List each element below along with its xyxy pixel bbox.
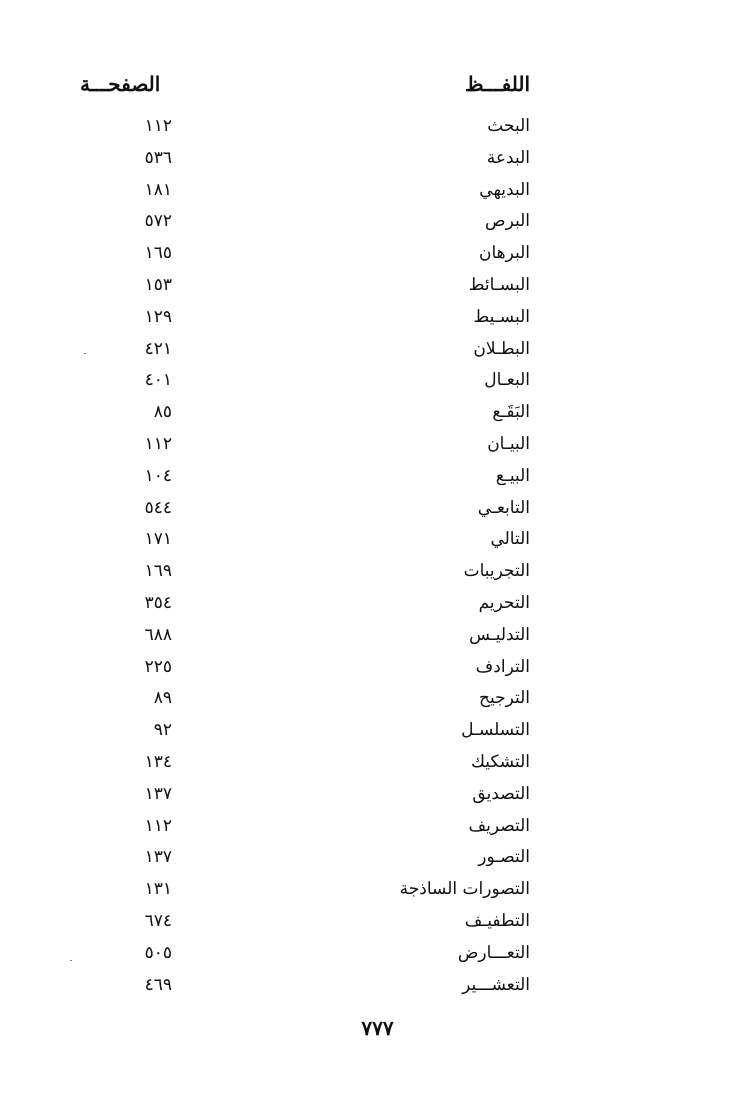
index-entry bbox=[80, 939, 540, 971]
index-entry bbox=[80, 684, 540, 716]
entry-word: البعـال bbox=[484, 370, 530, 391]
index-entry bbox=[80, 843, 540, 875]
entry-page-number: ١٨١ bbox=[144, 179, 172, 200]
index-entry bbox=[80, 303, 540, 335]
index-entry bbox=[80, 653, 540, 685]
entry-word: التعشـــير bbox=[462, 974, 530, 995]
entry-page-number: ٥٠٥ bbox=[144, 942, 172, 963]
entry-word: التابعـي bbox=[477, 497, 530, 518]
index-entry bbox=[80, 621, 540, 653]
entry-page-number: ١٢٩ bbox=[144, 306, 172, 327]
index-entry bbox=[80, 780, 540, 812]
page-column-heading: الصفحـــة bbox=[80, 72, 161, 96]
index-entry bbox=[80, 430, 540, 462]
entry-page-number: ١١٢ bbox=[144, 815, 172, 836]
entry-word: البسـائط bbox=[468, 274, 530, 295]
entry-word: البيـان bbox=[487, 433, 530, 454]
index-entries bbox=[80, 112, 540, 1002]
entry-page-number: ٤٦٩ bbox=[144, 974, 172, 995]
entry-page-number: ٨٥ bbox=[153, 402, 172, 423]
index-entry bbox=[80, 748, 540, 780]
entry-word: البسـيط bbox=[473, 306, 530, 327]
entry-page-number: ١٣٧ bbox=[144, 847, 172, 868]
page-number: ٧٧٧ bbox=[361, 1016, 394, 1040]
index-entry bbox=[80, 462, 540, 494]
entry-page-number: ٩٢ bbox=[153, 720, 172, 741]
entry-word: التطفيـف bbox=[464, 910, 530, 931]
entry-page-number: ١٠٤ bbox=[144, 465, 172, 486]
index-header bbox=[80, 72, 540, 104]
index-entry bbox=[80, 716, 540, 748]
index-entry bbox=[80, 239, 540, 271]
entry-page-number: ٨٩ bbox=[153, 688, 172, 709]
entry-word: التصورات الساذجة bbox=[399, 879, 530, 900]
index-entry bbox=[80, 366, 540, 398]
index-entry bbox=[80, 557, 540, 589]
entry-page-number: ١٦٥ bbox=[144, 243, 172, 264]
index-entry bbox=[80, 271, 540, 303]
entry-word: التصريف bbox=[468, 815, 530, 836]
entry-word: التشكيك bbox=[470, 751, 530, 772]
entry-page-number: ٥٧٢ bbox=[144, 211, 172, 232]
entry-page-number: ١٧١ bbox=[144, 529, 172, 550]
entry-page-number: ١٦٩ bbox=[144, 561, 172, 582]
entry-word: البطـلان bbox=[473, 338, 530, 359]
entry-word: البَقَـع bbox=[492, 402, 530, 423]
entry-page-number: ٥٤٤ bbox=[144, 497, 172, 518]
entry-word: البيـع bbox=[495, 465, 530, 486]
entry-word: البحث bbox=[487, 116, 530, 136]
index-entry bbox=[80, 971, 540, 1003]
index-entry bbox=[80, 589, 540, 621]
entry-word: التصـور bbox=[478, 847, 530, 868]
entry-page-number: ١١٢ bbox=[144, 116, 172, 136]
entry-word: التسلسـل bbox=[461, 720, 530, 741]
scan-speck bbox=[84, 353, 86, 354]
entry-word: الترادف bbox=[475, 656, 530, 677]
entry-word: البرهان bbox=[478, 243, 530, 264]
index-entry bbox=[80, 335, 540, 367]
scan-speck bbox=[70, 960, 72, 961]
index-entry bbox=[80, 494, 540, 526]
entry-page-number: ٤٠١ bbox=[144, 370, 172, 391]
index-entry bbox=[80, 207, 540, 239]
entry-word: التجريبات bbox=[463, 561, 530, 582]
entry-page-number: ١٥٣ bbox=[144, 274, 172, 295]
entry-page-number: ١٣١ bbox=[144, 879, 172, 900]
entry-page-number: ٢٢٥ bbox=[144, 656, 172, 677]
entry-word: البدعة bbox=[486, 147, 530, 168]
entry-word: البرص bbox=[485, 211, 530, 232]
entry-page-number: ١٣٤ bbox=[144, 751, 172, 772]
index-entry bbox=[80, 398, 540, 430]
entry-word: التالي bbox=[490, 529, 530, 550]
index-entry bbox=[80, 907, 540, 939]
index-entry bbox=[80, 112, 540, 144]
entry-page-number: ٤٢١ bbox=[144, 338, 172, 359]
entry-word: التدليـس bbox=[469, 624, 530, 645]
entry-page-number: ٣٥٤ bbox=[144, 592, 172, 613]
index-entry bbox=[80, 875, 540, 907]
index-entry bbox=[80, 812, 540, 844]
entry-page-number: ١٣٧ bbox=[144, 783, 172, 804]
entry-word: البديهي bbox=[479, 179, 530, 200]
entry-word: التصديق bbox=[472, 783, 530, 804]
entry-word: الترجيح bbox=[478, 688, 530, 709]
word-column-heading: اللفـــظ bbox=[465, 72, 530, 96]
index-entry bbox=[80, 176, 540, 208]
entry-page-number: ٥٣٦ bbox=[144, 147, 172, 168]
entry-word: التحريم bbox=[478, 592, 530, 613]
entry-page-number: ٦٧٤ bbox=[144, 910, 172, 931]
entry-page-number: ١١٢ bbox=[144, 433, 172, 454]
index-entry bbox=[80, 144, 540, 176]
index-entry bbox=[80, 525, 540, 557]
entry-page-number: ٦٨٨ bbox=[144, 624, 172, 645]
entry-word: التعـــارض bbox=[457, 942, 530, 963]
